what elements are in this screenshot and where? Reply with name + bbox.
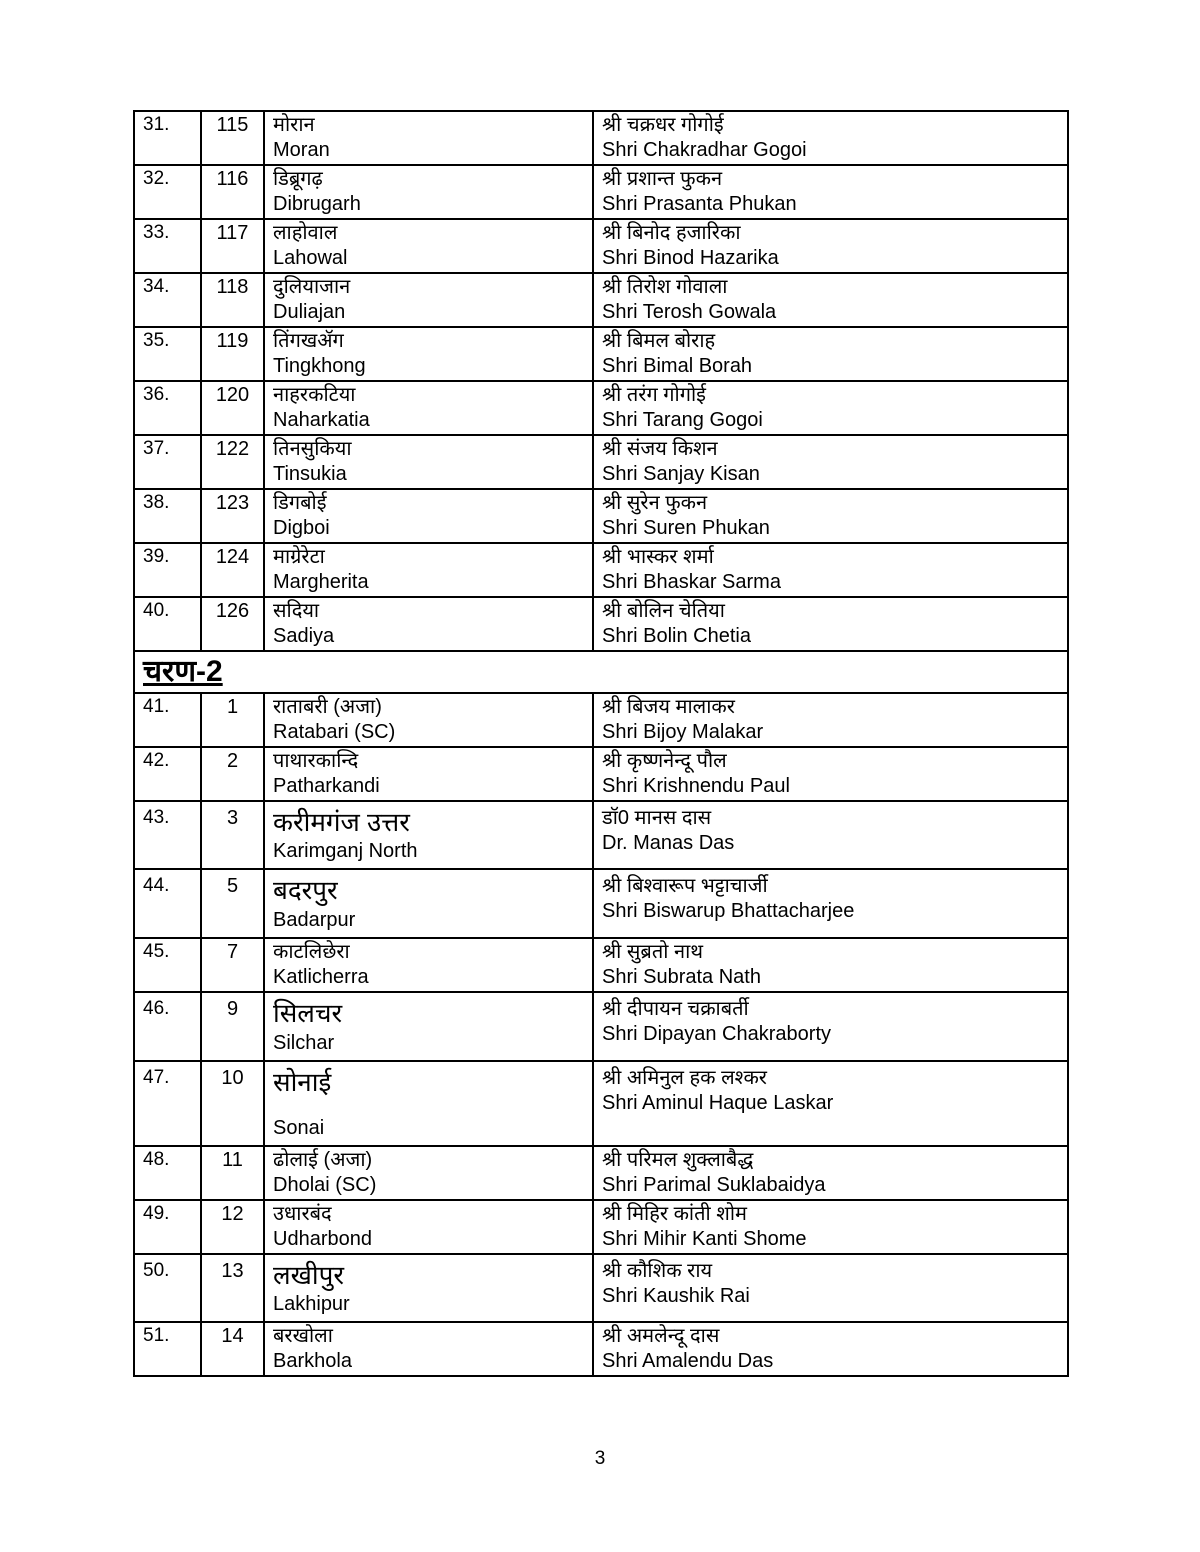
candidate-name-hindi: श्री तरंग गोगोई [602,384,706,406]
constituency-name-cell [264,489,593,543]
constituency-name-cell [264,111,593,165]
serial-number: 36. [143,384,170,405]
candidate-name-hindi: श्री सुरेन फुकन [602,492,708,514]
constituency-name-english: Margherita [273,571,369,593]
constituency-number-cell [201,489,264,543]
serial-cell [134,111,201,165]
serial-number: 34. [143,276,170,297]
constituency-name-english: Sonai [273,1116,325,1139]
constituency-number-cell [201,165,264,219]
serial-number: 46. [143,998,170,1020]
serial-cell [134,992,201,1061]
constituency-name-cell [264,801,593,870]
candidate-name-english: Shri Parimal Suklabaidya [602,1173,826,1196]
candidate-name-cell [593,111,1068,165]
candidates-table-body [134,111,1068,1376]
candidate-name-hindi: श्री संजय किशन [602,438,718,460]
candidate-name-english: Shri Terosh Gowala [602,301,777,323]
constituency-name-hindi: तिंगखॲग [273,330,344,352]
candidate-name-hindi: श्री अमलेन्दू दास [602,1325,720,1348]
constituency-number: 1 [226,695,239,718]
candidate-name-hindi: श्री कृष्णनेन्दू पौल [602,749,727,772]
constituency-number: 120 [215,384,250,406]
constituency-number-cell [201,597,264,651]
table-row [134,992,1068,1061]
candidate-name-hindi: श्री बोलिन चेतिया [602,600,725,622]
table-row [134,1322,1068,1376]
table-row [134,543,1068,597]
constituency-number: 14 [221,1325,244,1348]
table-row [134,693,1068,747]
candidate-name-english: Shri Suren Phukan [602,517,770,539]
table-row [134,435,1068,489]
candidate-name-english: Shri Binod Hazarika [602,247,779,269]
table-row [134,327,1068,381]
constituency-number: 118 [216,276,249,298]
candidate-name-hindi: श्री बिनोद हजारिका [602,222,741,244]
constituency-name-hindi: डिब्रूगढ़ [273,168,323,190]
serial-number: 45. [143,941,170,963]
constituency-number-cell [201,543,264,597]
constituency-name-hindi: ढोलाई (अजा) [273,1148,373,1171]
constituency-name-hindi: नाहरकटिया [273,384,356,406]
candidate-name-cell [593,165,1068,219]
table-row [134,165,1068,219]
constituency-number: 122 [215,438,250,460]
constituency-number: 11 [222,1148,243,1171]
constituency-name-hindi: मोरान [273,114,315,136]
constituency-name-cell [264,435,593,489]
candidate-name-cell [593,992,1068,1061]
serial-number: 33. [143,222,170,243]
candidate-name-hindi: श्री चक्रधर गोगोई [602,114,724,136]
table-row [134,801,1068,870]
candidate-name-english: Shri Aminul Haque Laskar [602,1091,834,1114]
constituency-name-cell [264,219,593,273]
serial-number: 49. [143,1202,170,1224]
constituency-number-cell [201,435,264,489]
constituency-number: 12 [221,1202,244,1225]
constituency-name-cell [264,1146,593,1200]
serial-number: 42. [143,749,170,771]
constituency-number-cell [201,869,264,938]
candidate-name-hindi: श्री भास्कर शर्मा [602,546,714,568]
candidate-name-cell [593,1146,1068,1200]
candidate-name-hindi: श्री तिरोश गोवाला [602,276,728,298]
table-row [134,869,1068,938]
constituency-name-cell [264,869,593,938]
constituency-number-cell [201,693,264,747]
constituency-number: 124 [215,546,250,568]
page-number: 3 [594,1448,606,1469]
table-row [134,1200,1068,1254]
constituency-name-english: Naharkatia [273,409,370,431]
constituency-name-english: Barkhola [273,1350,352,1373]
serial-cell [134,1061,201,1146]
constituency-name-english: Tinsukia [273,463,347,485]
candidate-name-cell [593,1200,1068,1254]
constituency-number-cell [201,219,264,273]
serial-cell [134,801,201,870]
serial-number: 48. [143,1148,170,1170]
candidate-name-english: Shri Bimal Borah [602,355,753,377]
table-row [134,489,1068,543]
serial-cell [134,273,201,327]
serial-cell [134,381,201,435]
constituency-name-cell [264,747,593,801]
constituency-number: 119 [216,330,249,352]
candidate-name-hindi: श्री परिमल शुक्लाबैद्ध [602,1148,754,1171]
serial-number: 50. [143,1259,170,1281]
serial-cell [134,489,201,543]
serial-number: 47. [143,1066,170,1088]
constituency-number: 3 [226,806,239,829]
table-row [134,273,1068,327]
constituency-name-hindi: सिलचर [273,998,343,1029]
candidate-name-hindi: डॉ0 मानस दास [602,806,712,829]
constituency-name-hindi: तिनसुकिया [273,438,352,460]
candidate-name-cell [593,273,1068,327]
constituency-number-cell [201,111,264,165]
candidate-name-cell [593,747,1068,801]
constituency-name-cell [264,938,593,992]
serial-cell [134,543,201,597]
constituency-number: 2 [226,749,239,772]
candidate-name-english: Shri Bolin Chetia [602,625,751,647]
candidate-name-english: Shri Amalendu Das [602,1350,774,1373]
constituency-number-cell [201,1200,264,1254]
candidate-name-english: Shri Sanjay Kisan [602,463,760,485]
constituency-name-hindi: बदरपुर [273,875,338,906]
constituency-name-cell [264,1254,593,1323]
constituency-name-hindi: लाहोवाल [273,222,338,244]
constituency-name-english: Katlicherra [273,966,369,989]
constituency-number: 116 [216,168,249,190]
constituency-name-cell [264,1061,593,1146]
phase-section-row [134,651,1068,693]
serial-number: 31. [143,114,170,135]
constituency-number: 9 [226,998,239,1021]
serial-cell [134,1200,201,1254]
constituency-name-hindi: दुलियाजान [273,276,351,298]
constituency-number: 115 [216,114,249,136]
table-row [134,111,1068,165]
constituency-name-hindi: लखीपुर [273,1259,345,1290]
candidate-name-cell [593,327,1068,381]
serial-cell [134,869,201,938]
serial-number: 40. [143,600,170,621]
constituency-name-cell [264,165,593,219]
serial-cell [134,327,201,381]
constituency-name-cell [264,693,593,747]
constituency-name-english: Moran [273,139,330,161]
constituency-number: 117 [216,222,249,244]
table-row [134,1146,1068,1200]
constituency-name-english: Dholai (SC) [273,1173,377,1196]
candidate-name-cell [593,938,1068,992]
candidate-name-hindi: श्री सुब्रतो नाथ [602,941,704,964]
constituency-name-english: Ratabari (SC) [273,720,396,743]
serial-cell [134,1146,201,1200]
serial-number: 51. [143,1325,170,1347]
constituency-name-cell [264,543,593,597]
table-row [134,597,1068,651]
candidate-name-english: Shri Bhaskar Sarma [602,571,781,593]
constituency-name-english: Silchar [273,1031,335,1054]
table-row [134,938,1068,992]
candidate-name-hindi: श्री बिश्वारूप भट्टाचार्जी [602,875,768,898]
candidate-name-hindi: श्री बिजय मालाकर [602,695,735,718]
constituency-name-hindi: सदिया [273,600,320,622]
serial-cell [134,1322,201,1376]
candidate-name-cell [593,543,1068,597]
candidate-name-english: Dr. Manas Das [602,831,735,854]
constituency-name-cell [264,992,593,1061]
constituency-number-cell [201,747,264,801]
candidate-name-english: Shri Dipayan Chakraborty [602,1023,831,1046]
constituency-name-hindi: पाथारकान्दि [273,749,359,772]
constituency-number: 10 [221,1066,244,1089]
serial-cell [134,597,201,651]
candidate-name-hindi: श्री मिहिर कांती शोम [602,1202,747,1225]
constituency-name-english: Karimganj North [273,840,418,863]
constituency-number-cell [201,381,264,435]
candidate-name-hindi: श्री प्रशान्त फुकन [602,168,723,190]
constituency-name-hindi: सोनाई [273,1066,332,1097]
constituency-name-cell [264,327,593,381]
constituency-number: 7 [226,941,239,964]
serial-number: 38. [143,492,170,513]
serial-number: 44. [143,875,170,897]
constituency-name-cell [264,1200,593,1254]
candidate-name-english: Shri Tarang Gogoi [602,409,763,431]
constituency-name-english: Udharbond [273,1227,372,1250]
constituency-name-cell [264,1322,593,1376]
table-row [134,381,1068,435]
constituency-number-cell [201,1322,264,1376]
table-row [134,1254,1068,1323]
candidate-name-cell [593,435,1068,489]
constituency-name-english: Digboi [273,517,330,539]
candidate-name-english: Shri Kaushik Rai [602,1284,750,1307]
constituency-number: 5 [226,875,239,898]
serial-number: 41. [143,695,170,717]
serial-number: 43. [143,806,170,828]
candidate-name-hindi: श्री कौशिक राय [602,1259,713,1282]
candidate-name-english: Shri Biswarup Bhattacharjee [602,900,855,923]
candidate-name-cell [593,597,1068,651]
candidate-name-english: Shri Subrata Nath [602,966,761,989]
phase-section-cell [134,651,1068,693]
constituency-name-english: Lakhipur [273,1293,350,1316]
constituency-number-cell [201,801,264,870]
constituency-name-english: Sadiya [273,625,335,647]
candidate-name-cell [593,381,1068,435]
candidate-name-cell [593,869,1068,938]
candidate-name-english: Shri Bijoy Malakar [602,720,764,743]
constituency-number-cell [201,327,264,381]
serial-cell [134,693,201,747]
candidate-name-cell [593,693,1068,747]
constituency-number-cell [201,1146,264,1200]
serial-cell [134,747,201,801]
constituency-name-hindi: राताबरी (अजा) [273,695,382,718]
serial-number: 39. [143,546,170,567]
constituency-number: 126 [215,600,250,622]
constituency-name-cell [264,381,593,435]
candidates-table [133,110,1069,1377]
constituency-number-cell [201,273,264,327]
candidate-name-cell [593,489,1068,543]
candidate-name-cell [593,1254,1068,1323]
constituency-name-cell [264,273,593,327]
constituency-number: 13 [221,1259,244,1282]
constituency-name-hindi: बरखोला [273,1325,333,1348]
candidate-name-english: Shri Krishnendu Paul [602,774,790,797]
constituency-number-cell [201,1061,264,1146]
candidate-name-english: Shri Chakradhar Gogoi [602,139,807,161]
serial-number: 37. [143,438,170,459]
constituency-name-hindi: उधारबंद [273,1202,332,1225]
serial-cell [134,938,201,992]
constituency-number: 123 [215,492,250,514]
phase-section-label: चरण-2 [143,655,223,688]
constituency-name-hindi: काटलिछेरा [273,941,350,964]
constituency-name-hindi: माग्रेरेटा [273,546,325,568]
table-row [134,747,1068,801]
constituency-name-english: Duliajan [273,301,346,323]
serial-cell [134,1254,201,1323]
constituency-name-english: Badarpur [273,909,356,932]
serial-number: 35. [143,330,170,351]
candidate-name-hindi: श्री अमिनुल हक लश्कर [602,1066,767,1089]
serial-cell [134,219,201,273]
candidate-name-cell [593,1061,1068,1146]
candidate-name-cell [593,801,1068,870]
constituency-name-english: Lahowal [273,247,348,269]
constituency-name-english: Dibrugarh [273,193,361,215]
constituency-name-english: Patharkandi [273,774,380,797]
constituency-number-cell [201,938,264,992]
serial-cell [134,435,201,489]
table-row [134,219,1068,273]
candidate-name-hindi: श्री बिमल बोराह [602,330,716,352]
constituency-name-hindi: डिगबोई [273,492,327,514]
constituency-name-hindi: करीमगंज उत्तर [273,806,410,837]
candidate-name-cell [593,1322,1068,1376]
table-row [134,1061,1068,1146]
candidate-name-english: Shri Prasanta Phukan [602,193,797,215]
candidate-name-hindi: श्री दीपायन चक्राबर्ती [602,998,749,1021]
constituency-number-cell [201,992,264,1061]
candidate-name-english: Shri Mihir Kanti Shome [602,1227,807,1250]
candidate-name-cell [593,219,1068,273]
constituency-name-english: Tingkhong [273,355,366,377]
serial-cell [134,165,201,219]
serial-number: 32. [143,168,170,189]
constituency-number-cell [201,1254,264,1323]
constituency-name-cell [264,597,593,651]
